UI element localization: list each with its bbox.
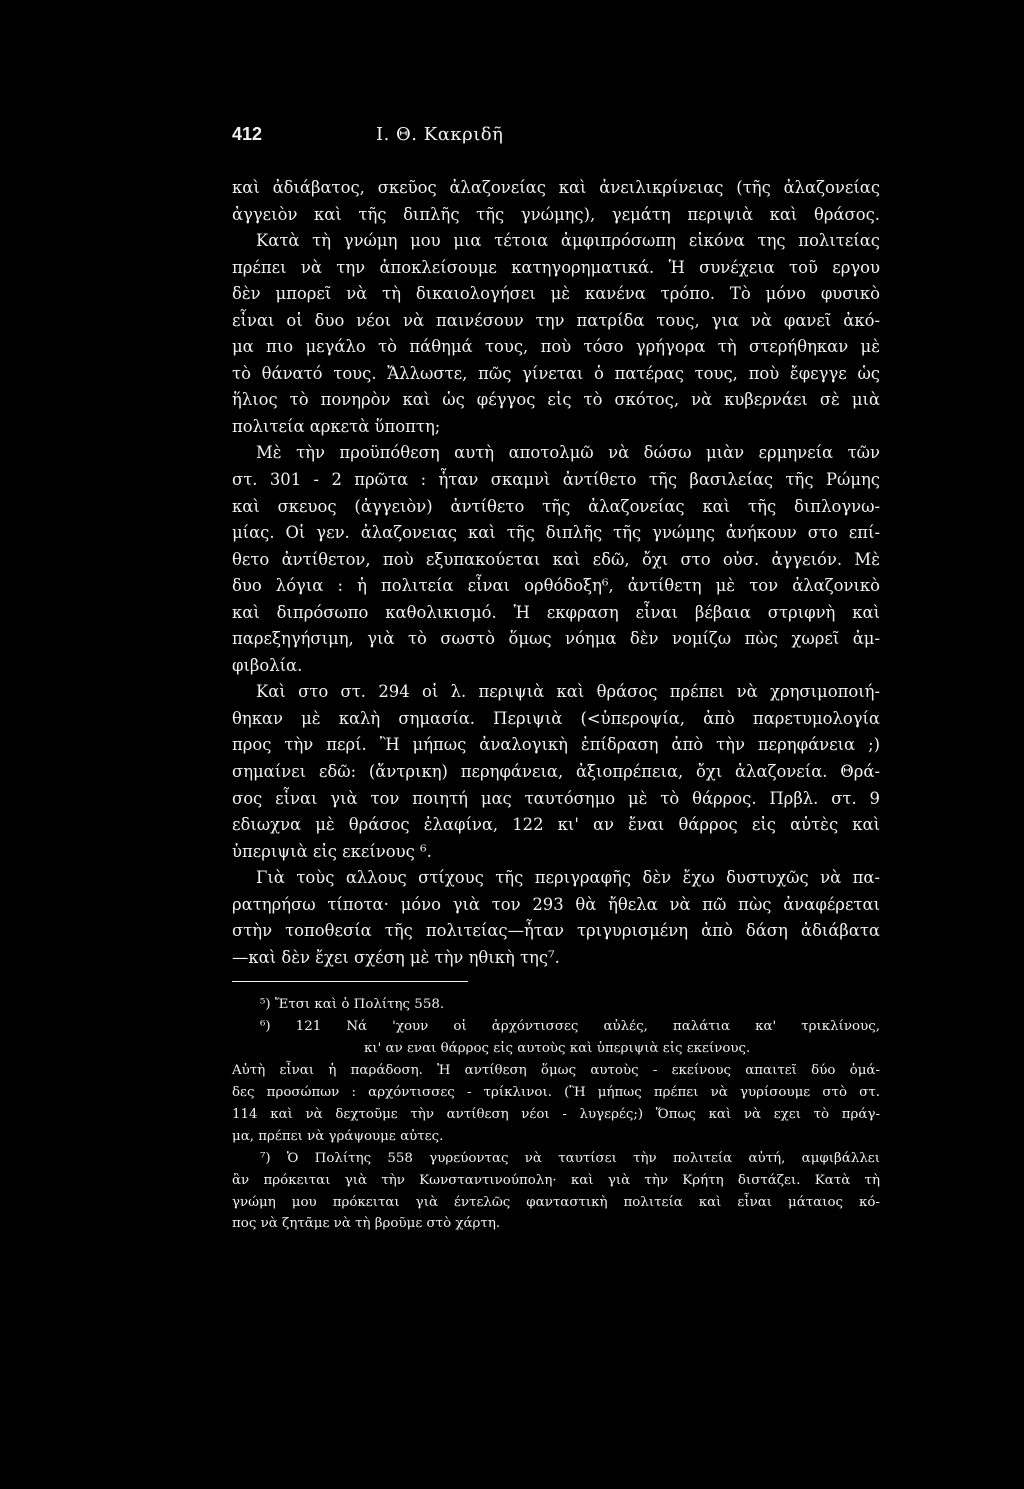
body-line: καὶ σκευος (ἀγγειὸν) ἀντίθετο τῆς ἀλαζονείας καὶ τῆς διπλογνω- — [232, 496, 880, 516]
footnote-line: 114 καὶ νὰ δεχτοῦμε τὴν αντίθεση νέοι - λυγερές;) Ὅπως καὶ νὰ εχει τὸ πράγ- — [232, 1106, 880, 1122]
body-text — [232, 175, 880, 971]
body-line: στ. 301 - 2 πρῶτα : ἦταν σκαμνὶ ἀντίθετο τῆς βασιλείας τῆς Ρώμης — [232, 470, 880, 490]
body-line: πρέπει νὰ την ἀποκλείσουμε κατηγορηματικά. Ἡ συνέχεια τοῦ εργου — [232, 257, 880, 277]
body-line: Κατὰ τὴ γνώμη μου μια τέτοια ἀμφιπρόσωπη εἰκόνα της πολιτείας — [256, 231, 880, 251]
body-line: θηκαν μὲ καλὴ σημασία. Περιψιὰ (<ὑπεροψία, ἀπὸ παρετυμολογία — [232, 708, 880, 728]
body-line: μίας. Οἱ γεν. ἀλαζονειας καὶ τῆς διπλῆς τῆς γνώμης ἀνήκουν στο επί- — [232, 523, 880, 543]
footnote-line: μα, πρέπει νὰ γράψουμε αὐτες. — [232, 1128, 444, 1144]
body-line: φιβολία. — [232, 655, 303, 675]
footnotes — [232, 994, 880, 1235]
body-line: Μὲ τὴν προϋπόθεση αυτὴ αποτολμῶ νὰ δώσω μιὰν ερμηνεία τῶν — [256, 443, 880, 463]
footnote-line: γνώμη μου πρόκειται γιὰ έντελῶς φανταστικὴ πολιτεία καὶ εἶναι μάταιος κό- — [232, 1194, 880, 1210]
body-line: Καὶ στο στ. 294 οἱ λ. περιψιὰ καὶ θράσος πρέπει νὰ χρησιμοποιή- — [256, 682, 880, 702]
body-line: ὑπεριψιὰ εἰς εκείνους ⁶. — [232, 841, 432, 861]
footnote-line: δες προσώπων : αρχόντισσες - τρίκλινοι. (Ἢ μήπως πρέπει νὰ γυρίσουμε στὸ στ. — [232, 1085, 880, 1101]
body-line: θετο ἀντίθετον, ποὺ εξυπακούεται καὶ εδῶ, ὄχι στο οὐσ. ἀγγειόν. Μὲ — [232, 549, 880, 569]
body-line: εἶναι οἱ δυο νέοι νὰ παινέσουν την πατρίδα τους, για νὰ φανεῖ ἀκό- — [232, 310, 880, 330]
body-line: σημαίνει εδῶ: (ἄντρικη) περηφάνεια, ἀξιοπρέπεια, ὄχι ἀλαζονεία. Θρά- — [232, 762, 880, 782]
body-line: καὶ διπρόσωπο καθολικισμό. Ἡ εκφραση εἶναι βέβαια στριφνὴ καὶ — [232, 602, 880, 622]
footnote-divider — [232, 981, 468, 982]
running-head: Ι. Θ. Κακριδῆ — [376, 124, 504, 145]
footnote-line: ⁵) Ἔτσι καὶ ὁ Πολίτης 558. — [260, 997, 445, 1013]
footnote-line: ⁷) Ὁ Πολίτης 558 γυρεύοντας νὰ ταυτίσει τὴν πολιτεία αὐτή, αμφιβάλλει — [260, 1150, 880, 1166]
page-number: 412 — [232, 124, 263, 144]
body-line: πολιτεία αρκετὰ ὕποπτη; — [232, 416, 441, 436]
body-line: εδιωχνα μὲ θράσος ἐλαφίνα, 122 κι' αν ἔναι θάρρος εἰς αὐτὲς καὶ — [232, 815, 880, 835]
body-line: στὴν τοποθεσία τῆς πολιτείας—ἦταν τριγυρισμένη ἀπὸ δάση ἀδιάβατα — [232, 921, 880, 941]
body-line: ρατηρήσω τίποτα· μόνο γιὰ τον 293 θὰ ἤθελα νὰ πῶ πὼς ἀναφέρεται — [232, 894, 880, 914]
body-line: δυο λόγια : ἡ πολιτεία εἶναι ορθόδοξη⁶, ἀντίθετη μὲ τον ἀλαζονικὸ — [232, 576, 880, 596]
footnote-line: Αὐτὴ εἶναι ἡ παράδοση. Ἡ αντίθεση ὅμως αυτοὺς - εκείνους απαιτεῖ δύο ὁμά- — [232, 1063, 880, 1079]
body-line: —καὶ δὲν ἔχει σχέση μὲ τὴν ηθικὴ της⁷. — [232, 947, 560, 967]
footnote-line: ἂν πρόκειται γιὰ τὴν Κωνσταντινούπολη· καὶ γιὰ τὴν Κρήτη διστάζει. Κατὰ τὴ — [232, 1172, 880, 1188]
body-line: σος εἶναι γιὰ τον ποιητή μας ταυτόσημο μὲ τὸ θάρρος. Πρβλ. στ. 9 — [232, 788, 880, 808]
body-line: παρεξηγήσιμη, γιὰ τὸ σωστὸ ὅμως νόημα δὲν νομίζω πὼς χωρεῖ ἀμ- — [232, 629, 880, 649]
page-header — [232, 124, 880, 145]
body-line: Γιὰ τοὺς αλλους στίχους τῆς περιγραφῆς δὲν ἔχω δυστυχῶς νὰ πα- — [256, 868, 880, 888]
book-page — [232, 124, 880, 1235]
body-line: μα πιο μεγάλο τὸ πάθημά τους, ποὺ τόσο γρήγορα τὴ στερήθηκαν μὲ — [232, 337, 880, 357]
body-line: ἀγγειὸν καὶ τῆς διπλῆς τῆς γνώμης), γεμάτη περιψιὰ καὶ θράσος. — [232, 204, 880, 224]
footnote-line: κι' αν εναι θάρρος εἰς αυτοὺς καὶ ὑπεριψιὰ εἰς εκείνους. — [364, 1041, 751, 1057]
footnote-line: ⁶) 121 Νά 'χουν οἱ ἀρχόντισσες αὐλές, παλάτια κα' τρικλίνους, — [260, 1019, 880, 1035]
body-line: καὶ ἀδιάβατος, σκεῦος ἀλαζονείας καὶ ἀνειλικρίνειας (τῆς ἀλαζονείας — [232, 178, 880, 197]
body-line: ἥλιος τὸ πονηρὸν καὶ ὡς φέγγος εἰς τὸ σκότος, νὰ κυβερνάει σὲ μιὰ — [232, 390, 880, 410]
footnote-line: πος νὰ ζητᾶμε νὰ τὴ βροῦμε στὸ χάρτη. — [232, 1216, 501, 1232]
body-line: προς τὴν περί. Ἢ μήπως ἀναλογικὴ ἐπίδραση ἀπὸ τὴν περηφάνεια ;) — [232, 735, 880, 755]
body-line: τὸ θάνατό τους. Ἄλλωστε, πῶς γίνεται ὁ πατέρας τους, ποὺ ἔφεγγε ὡς — [232, 363, 880, 383]
body-line: δὲν μπορεῖ νὰ τὴ δικαιολογήσει μὲ κανένα τρόπο. Τὸ μόνο φυσικὸ — [232, 284, 880, 304]
